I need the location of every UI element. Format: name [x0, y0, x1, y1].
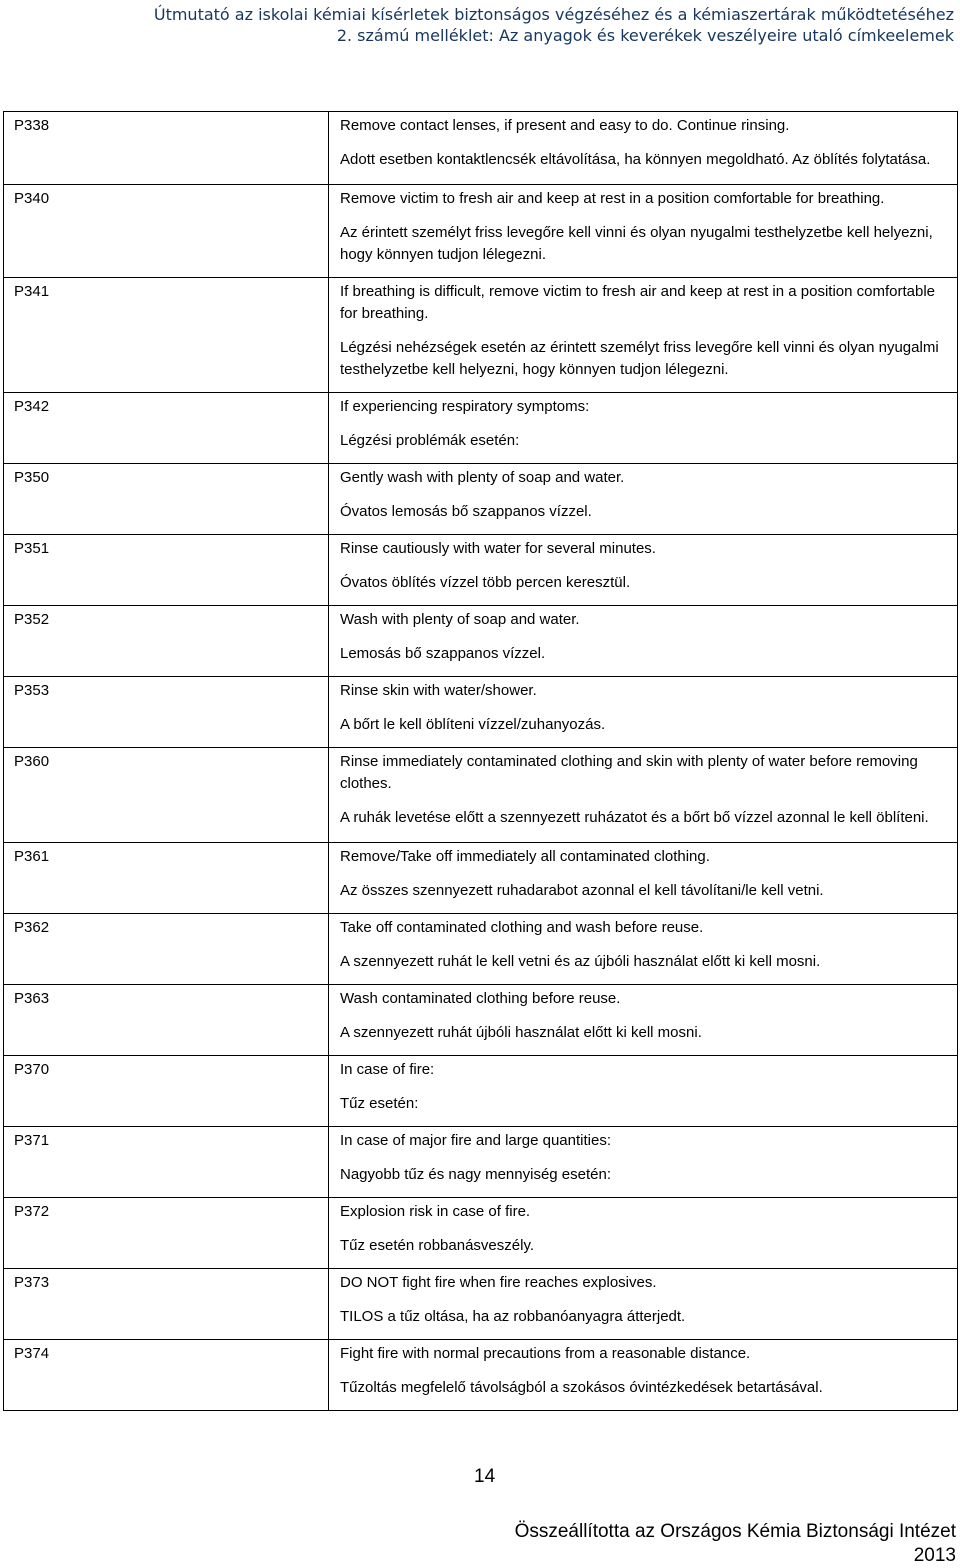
statement-text-cell	[329, 1056, 958, 1127]
table-row	[4, 1340, 958, 1411]
table-row	[4, 1198, 958, 1269]
statement-code: P340	[4, 185, 329, 278]
table-row	[4, 1056, 958, 1127]
statement-hungarian: TILOS a tűz oltása, ha az robbanóanyagra átterjedt.	[340, 1308, 686, 1325]
statement-english: DO NOT fight fire when fire reaches explosives.	[340, 1274, 657, 1291]
statement-code: P372	[4, 1198, 329, 1269]
precautionary-statements-table	[3, 111, 958, 1411]
statement-code: P370	[4, 1056, 329, 1127]
statement-code: P352	[4, 606, 329, 677]
footer-publisher: Összeállította az Országos Kémia Biztonsági Intézet	[514, 1521, 956, 1542]
statement-english: Gently wash with plenty of soap and water.	[340, 469, 625, 486]
statement-english: Rinse immediately contaminated clothing and skin with plenty of water before removing clothes.	[340, 753, 918, 792]
statement-hungarian: Az érintett személyt friss levegőre kell vinni és olyan nyugalmi testhelyzetbe kell helyezni, hogy könnyen tudjon lélegezni.	[340, 224, 933, 263]
statement-english: Remove contact lenses, if present and easy to do. Continue rinsing.	[340, 117, 790, 134]
statement-text-cell	[329, 606, 958, 677]
statement-english: Wash with plenty of soap and water.	[340, 611, 580, 628]
statement-hungarian: A ruhák levetése előtt a szennyezett ruházatot és a bőrt bő vízzel azonnal le kell öblíteni.	[340, 809, 929, 826]
statement-text-cell	[329, 535, 958, 606]
statement-text-cell	[329, 1340, 958, 1411]
statement-english: If breathing is difficult, remove victim to fresh air and keep at rest in a position comfortable for breathing.	[340, 283, 936, 322]
statement-hungarian: Tűz esetén robbanásveszély.	[340, 1237, 534, 1254]
statement-text-cell	[329, 748, 958, 843]
statement-code: P338	[4, 112, 329, 185]
statement-hungarian: Adott esetben kontaktlencsék eltávolítása, ha könnyen megoldható. Az öblítés folytatása.	[340, 151, 931, 168]
statement-hungarian: Tűzoltás megfelelő távolságból a szokásos óvintézkedések betartásával.	[340, 1379, 823, 1396]
statement-code: P374	[4, 1340, 329, 1411]
table-row	[4, 985, 958, 1056]
statement-code: P363	[4, 985, 329, 1056]
table-row	[4, 914, 958, 985]
table-row	[4, 677, 958, 748]
table-row	[4, 535, 958, 606]
statement-text-cell	[329, 914, 958, 985]
statement-english: Wash contaminated clothing before reuse.	[340, 990, 621, 1007]
statement-hungarian: Tűz esetén:	[340, 1095, 419, 1112]
statement-text-cell	[329, 677, 958, 748]
table-row	[4, 843, 958, 914]
statement-code: P351	[4, 535, 329, 606]
statement-code: P350	[4, 464, 329, 535]
statement-text-cell	[329, 393, 958, 464]
document-footer	[515, 1520, 956, 1568]
statement-text-cell	[329, 985, 958, 1056]
statement-text-cell	[329, 843, 958, 914]
statement-hungarian: Légzési problémák esetén:	[340, 432, 520, 449]
statement-english: Fight fire with normal precautions from a reasonable distance.	[340, 1345, 751, 1362]
footer-year: 2013	[913, 1545, 956, 1566]
statement-code: P353	[4, 677, 329, 748]
statement-english: Remove victim to fresh air and keep at rest in a position comfortable for breathing.	[340, 190, 885, 207]
statement-text-cell	[329, 278, 958, 393]
table-row	[4, 112, 958, 185]
statement-english: Rinse skin with water/shower.	[340, 682, 537, 699]
statement-english: In case of major fire and large quantities:	[340, 1132, 611, 1149]
statement-hungarian: Óvatos öblítés vízzel több percen keresztül.	[340, 574, 631, 591]
table-row	[4, 1269, 958, 1340]
statement-code: P341	[4, 278, 329, 393]
statement-code: P360	[4, 748, 329, 843]
statement-english: If experiencing respiratory symptoms:	[340, 398, 590, 415]
statement-text-cell	[329, 112, 958, 185]
table-row	[4, 393, 958, 464]
statement-text-cell	[329, 464, 958, 535]
page-number: 14	[474, 1466, 496, 1487]
statement-hungarian: Nagyobb tűz és nagy mennyiség esetén:	[340, 1166, 612, 1183]
statement-hungarian: Lemosás bő szappanos vízzel.	[340, 645, 546, 662]
statement-english: In case of fire:	[340, 1061, 435, 1078]
statement-english: Rinse cautiously with water for several minutes.	[340, 540, 656, 557]
statement-code: P361	[4, 843, 329, 914]
statement-code: P362	[4, 914, 329, 985]
table-row	[4, 606, 958, 677]
statement-hungarian: Az összes szennyezett ruhadarabot azonnal el kell távolítani/le kell vetni.	[340, 882, 824, 899]
statement-english: Explosion risk in case of fire.	[340, 1203, 531, 1220]
statement-hungarian: A szennyezett ruhát újbóli használat előtt ki kell mosni.	[340, 1024, 702, 1041]
statement-code: P371	[4, 1127, 329, 1198]
table-row	[4, 464, 958, 535]
table-row	[4, 748, 958, 843]
statement-code: P373	[4, 1269, 329, 1340]
statement-text-cell	[329, 1127, 958, 1198]
table-row	[4, 1127, 958, 1198]
statement-text-cell	[329, 1269, 958, 1340]
table-row	[4, 185, 958, 278]
statement-hungarian: A szennyezett ruhát le kell vetni és az újbóli használat előtt ki kell mosni.	[340, 953, 821, 970]
header-title: Útmutató az iskolai kémiai kísérletek biztonságos végzéséhez és a kémiaszertárak működtetéséhez	[153, 5, 954, 24]
statement-hungarian: Óvatos lemosás bő szappanos vízzel.	[340, 503, 592, 520]
statement-english: Take off contaminated clothing and wash before reuse.	[340, 919, 704, 936]
document-header	[154, 4, 954, 46]
statement-hungarian: Légzési nehézségek esetén az érintett személyt friss levegőre kell vinni és olyan nyugalmi testhelyzetbe kell helyezni, hogy könnyen tudjon lélegezni.	[340, 339, 939, 378]
statement-english: Remove/Take off immediately all contaminated clothing.	[340, 848, 710, 865]
statement-text-cell	[329, 1198, 958, 1269]
statement-hungarian: A bőrt le kell öblíteni vízzel/zuhanyozás.	[340, 716, 606, 733]
table-row	[4, 278, 958, 393]
statement-code: P342	[4, 393, 329, 464]
header-subtitle: 2. számú melléklet: Az anyagok és keverékek veszélyeire utaló címkeelemek	[336, 26, 954, 45]
statement-text-cell	[329, 185, 958, 278]
